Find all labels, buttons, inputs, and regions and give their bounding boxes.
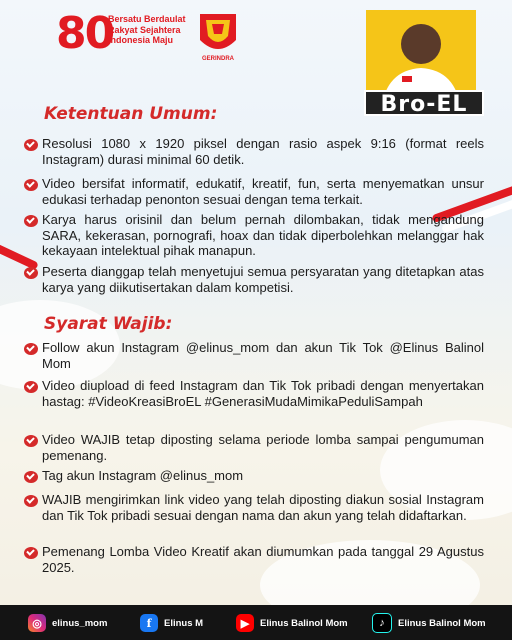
- slogan: [108, 14, 186, 46]
- ketentuan-title: Ketentuan Umum:: [44, 104, 218, 124]
- instagram-icon: ◎: [28, 614, 46, 632]
- list-item: [24, 544, 484, 575]
- list-item-text: Karya harus orisinil dan belum pernah dilombakan, tidak mengandung SARA, kekerasan, pornografi, hoax dan tidak diperbolehkan melanggar hak kekayaan intelektual pihak manapun.: [42, 212, 484, 258]
- slogan-line: Indonesia Maju: [108, 35, 174, 45]
- instagram-link[interactable]: [28, 613, 107, 633]
- tiktok-link[interactable]: [372, 613, 486, 633]
- check-icon: [24, 179, 38, 191]
- list-item: [24, 340, 484, 371]
- list-item: [24, 378, 484, 409]
- check-icon: [24, 435, 38, 447]
- garuda-emblem-icon: [196, 10, 240, 60]
- instagram-handle: elinus_mom: [52, 617, 108, 629]
- check-icon: [24, 471, 38, 483]
- check-icon: [24, 495, 38, 507]
- list-item-text: Video WAJIB tetap diposting selama periode lomba sampai pengumuman pemenang.: [42, 432, 484, 463]
- list-item: [24, 432, 484, 463]
- list-item: [24, 264, 484, 295]
- list-item: [24, 212, 484, 259]
- syarat-title: Syarat Wajib:: [44, 314, 173, 334]
- list-item-text: Pemenang Lomba Video Kreatif akan diumumkan pada tanggal 29 Agustus 2025.: [42, 544, 484, 575]
- party-name: GERINDRA: [201, 56, 234, 62]
- list-item-text: Tag akun Instagram @elinus_mom: [42, 468, 244, 483]
- list-item-text: Video diupload di feed Instagram dan Tik Tok pribadi dengan menyertakan hastag: #VideoKreasiBroEL #GenerasiMudaMimikaPeduliSampah: [42, 378, 484, 409]
- check-icon: [24, 215, 38, 227]
- slogan-line: Bersatu Berdaulat: [108, 14, 186, 24]
- social-footer: [0, 605, 512, 640]
- tiktok-handle: Elinus Balinol Mom: [398, 617, 486, 629]
- list-item-text: Resolusi 1080 x 1920 piksel dengan rasio aspek 9:16 (format reels Instagram) durasi minimal 60 detik.: [42, 136, 484, 167]
- list-item: [24, 176, 484, 207]
- list-item-text: Video bersifat informatif, edukatif, kreatif, fun, serta menyematkan unsur edukasi terhadap penonton sesuai dengan tema terkait.: [42, 176, 484, 207]
- list-item: [24, 492, 484, 523]
- slogan-line: Rakyat Sejahtera: [108, 24, 181, 35]
- facebook-handle: Elinus M: [164, 617, 204, 629]
- check-icon: [24, 267, 38, 279]
- list-item-text: Peserta dianggap telah menyetujui semua persyaratan yang ditetapkan atas karya yang diikutisertakan dalam kompetisi.: [42, 264, 484, 295]
- youtube-icon: ▶: [236, 614, 254, 632]
- check-icon: [24, 381, 38, 393]
- list-item: [24, 136, 484, 167]
- anniversary-logo: 80: [56, 8, 114, 59]
- bro-el-badge: Bro-EL: [364, 90, 484, 116]
- facebook-link[interactable]: [140, 613, 203, 633]
- facebook-icon: f: [140, 614, 158, 632]
- check-icon: [24, 139, 38, 151]
- youtube-link[interactable]: [236, 613, 348, 633]
- youtube-handle: Elinus Balinol Mom: [260, 617, 348, 629]
- check-icon: [24, 343, 38, 355]
- check-icon: [24, 547, 38, 559]
- list-item-text: Follow akun Instagram @elinus_mom dan akun Tik Tok @Elinus Balinol Mom: [42, 340, 484, 371]
- tiktok-icon: ♪: [372, 613, 392, 633]
- list-item-text: WAJIB mengirimkan link video yang telah diposting diakun sosial Instagram dan Tik Tok pribadi sesuai dengan nama dan akun yang telah didaftarkan.: [42, 492, 484, 523]
- list-item: [24, 468, 484, 484]
